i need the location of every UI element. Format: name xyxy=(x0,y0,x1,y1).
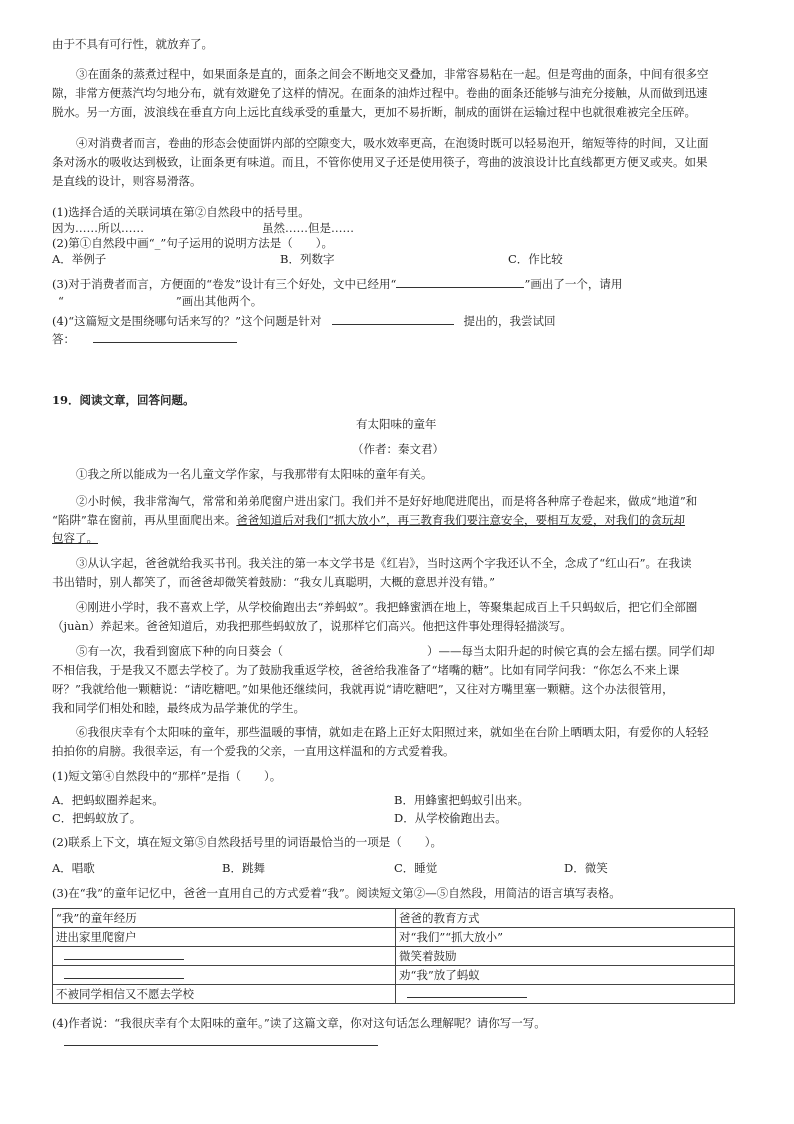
paragraph-4-line-1: ④对消费者而言，卷曲的形态会使面饼内部的空隙变大，吸水效率更高，在泡烫时既可以轻易泡开，缩短等待的时间，又让面 xyxy=(76,136,709,150)
paragraph-text: 由于不具有可行性，就放弃了。 xyxy=(52,37,213,51)
q19-1-option-a[interactable]: A．把蚂蚁圈养起来。 xyxy=(52,793,164,807)
q2-option-a[interactable]: A．举例子 xyxy=(52,252,107,266)
question-1: (1)选择合适的关联词填在第②自然段中的括号里。 xyxy=(52,205,310,219)
article-paragraph-5-line-1 xyxy=(76,643,715,659)
q19-2-option-a[interactable]: A．唱歌 xyxy=(52,861,95,875)
table-row xyxy=(53,909,735,928)
fill-in-blank[interactable] xyxy=(64,966,184,979)
table-row xyxy=(53,966,735,985)
paragraph-2-text: “陷阱”靠在窗前，再从里面爬出来。 xyxy=(52,513,237,527)
table-row xyxy=(53,947,735,966)
article-paragraph-5-line-2: 不相信我，于是我又不愿去学校了。为了鼓励我重返学校，爸爸给我准备了“堵嘴的糖”。比如有同学问我：“你怎么不来上课 xyxy=(52,663,680,677)
fill-in-blank[interactable] xyxy=(64,947,184,960)
conjunction-option-2: 虽然……但是…… xyxy=(262,221,354,235)
article-paragraph-4-line-2: （juàn）养起来。爸爸知道后，劝我把那些蚂蚁放了，说那样它们高兴。他把这件事处理得轻描淡写。 xyxy=(52,619,572,633)
answer-blank[interactable] xyxy=(332,313,454,325)
q19-1-option-d[interactable]: D．从学校偷跑出去。 xyxy=(394,811,507,825)
question-3-line-2 xyxy=(58,293,262,309)
paragraph-3-line-2: 隙，非常方便蒸汽均匀地分布，就有效避免了这样的情况。在面条的油炸过程中。卷曲的面条还能够与油充分接触，从而做到迅速 xyxy=(52,86,708,100)
paragraph-5-text-a: ⑤有一次，我看到窗底下种的向日葵会（ xyxy=(76,644,283,658)
table-cell-blank[interactable] xyxy=(53,947,396,966)
q19-1-option-b[interactable]: B．用蜂蜜把蚂蚁引出来。 xyxy=(394,793,529,807)
q19-question-4: (4)作者说：“我很庆幸有个太阳味的童年。”读了这篇文章，你对这句话怎么理解呢？请你写一写。 xyxy=(52,1016,546,1030)
q19-2-option-d[interactable]: D．微笑 xyxy=(564,861,608,875)
q19-question-2: (2)联系上下文，填在短文第⑤自然段括号里的词语最恰当的一项是（ ）。 xyxy=(52,835,443,849)
article-paragraph-2-line-2 xyxy=(52,512,685,528)
question-4-line-2 xyxy=(52,331,237,347)
answer-table xyxy=(52,908,735,1004)
question-4-text-a: (4)“这篇短文是围绕哪句话来写的？”这个问题是针对 xyxy=(52,314,322,328)
article-paragraph-5-line-4: 我和同学们相处和睦，最终成为品学兼优的学生。 xyxy=(52,701,305,715)
table-row xyxy=(53,928,735,947)
q2-option-c[interactable]: C．作比较 xyxy=(508,252,563,266)
paragraph-3-line-1: ③在面条的蒸煮过程中，如果面条是直的，面条之间会不断地交叉叠加，非常容易粘在一起。但是弯曲的面条，中间有很多空 xyxy=(76,67,709,81)
article-paragraph-2-line-1: ②小时候，我非常淘气，常常和弟弟爬窗户进出家门。我们并不是好好地爬进爬出，而是将各种席子卷起来，做成“地道”和 xyxy=(76,494,698,508)
section-heading: 19．阅读文章，回答问题。 xyxy=(52,393,195,407)
q19-1-option-c[interactable]: C．把蚂蚁放了。 xyxy=(52,811,142,825)
q2-option-b[interactable]: B．列数字 xyxy=(280,252,335,266)
article-paragraph-6-line-2: 拍拍你的肩膀。我很幸运，有一个爱我的父亲，一直用这样温和的方式爱着我。 xyxy=(52,744,455,758)
q19-question-1: (1)短文第④自然段中的“那样”是指（ ）。 xyxy=(52,769,282,783)
paragraph-4-line-2: 条对汤水的吸收达到极致，让面条更有味道。而且，不管你使用叉子还是使用筷子，弯曲的波浪设计比直线都更方便叉或夹。如果 xyxy=(52,155,708,169)
underlined-sentence: 爸爸知道后对我们“抓大放小”，再三教育我们要注意安全，要相互友爱，对我们的贪玩却 xyxy=(236,513,686,527)
question-3-line-1 xyxy=(52,276,622,292)
table-cell: 微笑着鼓励 xyxy=(396,947,735,966)
table-cell: 不被同学相信又不愿去学校 xyxy=(53,985,396,1004)
paragraph-4-line-3: 是直线的设计，则容易滑落。 xyxy=(52,174,202,188)
question-4-text-b: 提出的，我尝试回 xyxy=(463,314,556,328)
conjunction-option-1: 因为……所以…… xyxy=(52,221,144,235)
article-paragraph-4-line-1: ④刚进小学时，我不喜欢上学，从学校偷跑出去“养蚂蚁”。我把蜂蜜洒在地上，等聚集起成百上千只蚂蚁后，把它们全部圈 xyxy=(76,600,698,614)
table-header-method: 爸爸的教育方式 xyxy=(396,909,735,928)
table-cell: 劝“我”放了蚂蚁 xyxy=(396,966,735,985)
question-3-text-d: ”画出其他两个。 xyxy=(175,294,263,308)
table-header-experience: “我”的童年经历 xyxy=(53,909,396,928)
article-paragraph-5-line-3: 呀？”我就给他一颗糖说：“请吃糖吧。”如果他还继续问，我就再说“请吃糖吧”，又往对方嘴里塞一颗糖。这个办法很管用， xyxy=(52,682,674,696)
question-3-text-c: “ xyxy=(58,294,64,308)
table-cell-blank[interactable] xyxy=(396,985,735,1004)
q19-question-3: (3)在“我”的童年记忆中，爸爸一直用自己的方式爱着“我”。阅读短文第②—⑤自然段，用简洁的语言填写表格。 xyxy=(52,886,621,900)
article-author: （作者：秦文君） xyxy=(352,442,444,456)
paragraph-3-line-3: 脱水。另一方面，波浪线在垂直方向上远比直线承受的重量大，更加不易折断，制成的面饼在运输过程中也就很难被完全压碎。 xyxy=(52,105,696,119)
article-paragraph-3-line-1: ③从认字起，爸爸就给我买书刊。我关注的第一本文学书是《红岩》，当时这两个字我还认不全，念成了“红山石”。在我读 xyxy=(76,556,692,570)
mark-sample-space xyxy=(64,294,176,305)
underlined-sentence-end: 包容了。 xyxy=(52,531,98,545)
q19-2-option-c[interactable]: C．睡觉 xyxy=(394,861,438,875)
table-row xyxy=(53,985,735,1004)
paragraph-5-text-b: ）——每当太阳升起的时候它真的会左摇右摆。同学们却 xyxy=(427,644,715,658)
question-3-text-b: ”画出了一个，请用 xyxy=(524,277,623,291)
answer-line[interactable] xyxy=(64,1045,378,1046)
question-3-text-a: (3)对于消费者而言，方便面的“卷发”设计有三个好处，文中已经用“ xyxy=(52,277,397,291)
question-2: (2)第①自然段中画“_”句子运用的说明方法是（ ）。 xyxy=(52,236,334,250)
article-title: 有太阳味的童年 xyxy=(356,417,437,431)
article-paragraph-1: ①我之所以能成为一名儿童文学作家，与我那带有太阳味的童年有关。 xyxy=(76,467,433,481)
q19-2-option-b[interactable]: B．跳舞 xyxy=(222,861,265,875)
fill-in-blank[interactable] xyxy=(407,985,527,998)
question-4-line-1 xyxy=(52,313,556,329)
underline-sample-blank xyxy=(396,276,524,288)
article-paragraph-3-line-2: 书出错时，别人都笑了，而爸爸却微笑着鼓励：“我女儿真聪明，大概的意思并没有错。” xyxy=(52,575,496,589)
table-cell-blank[interactable] xyxy=(53,966,396,985)
question-4-text-c: 答： xyxy=(52,332,75,346)
table-cell: 进出家里爬窗户 xyxy=(53,928,396,947)
table-cell: 对“我们”“抓大放小” xyxy=(396,928,735,947)
article-paragraph-6-line-1: ⑥我很庆幸有个太阳味的童年，那些温暖的事情，就如走在路上正好太阳照过来，就如坐在台阶上晒晒太阳，有爱你的人轻轻 xyxy=(76,725,709,739)
answer-blank[interactable] xyxy=(93,331,237,343)
